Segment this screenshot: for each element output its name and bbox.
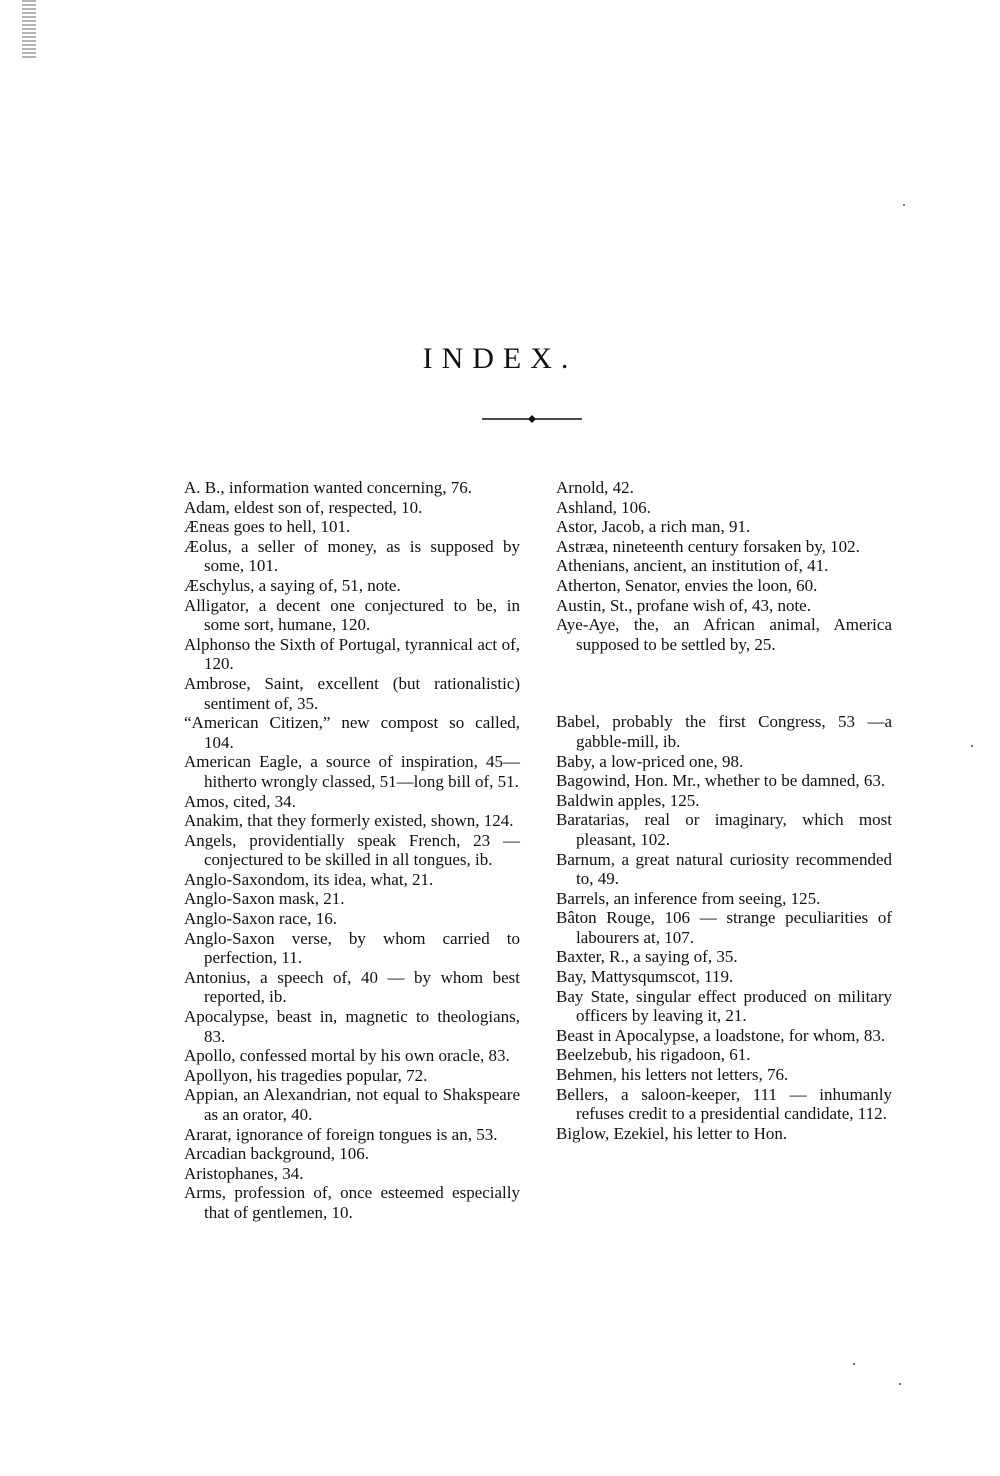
index-entry: Apollyon, his tragedies popular, 72. [184,1065,428,1085]
index-entry: Atherton, Senator, envies the loon, 60. [556,575,818,595]
index-column-right [556,478,892,1143]
index-entry: Beast in Apocalypse, a loadstone, for whom, 83. [556,1025,886,1045]
index-entry: Babel, probably the first Congress, 53 —a gabble-mill, ib. [556,712,892,751]
index-entry: Ambrose, Saint, excellent (but rationalistic) sentiment of, 35. [184,673,520,713]
index-entry: Anglo-Saxondom, its idea, what, 21. [184,869,434,889]
index-entry: Apocalypse, beast in, magnetic to theologians, 83. [184,1007,520,1046]
index-entry: Alligator, a decent one conjectured to be, in some sort, humane, 120. [184,595,520,635]
index-entry: Æschylus, a saying of, 51, note. [184,575,401,595]
index-column-left [184,478,520,1223]
scan-artifact [22,0,36,60]
scan-speck [971,745,973,747]
index-entry: Beelzebub, his rigadoon, 61. [556,1045,751,1065]
index-entry: Æneas goes to hell, 101. [184,517,351,537]
scan-speck [853,1363,855,1365]
index-entry: Barnum, a great natural curiosity recommended to, 49. [556,849,892,889]
index-entry: Aye-Aye, the, an African animal, America supposed to be settled by, 25. [556,615,892,654]
scan-speck [903,204,905,206]
scan-speck [899,1383,901,1385]
index-entry: Antonius, a speech of, 40 — by whom best reported, ib. [184,967,520,1007]
index-entry: Athenians, ancient, an institution of, 41. [556,556,829,576]
index-entry: Anglo-Saxon verse, by whom carried to perfection, 11. [184,928,520,968]
index-entry: Anglo-Saxon race, 16. [184,909,337,929]
index-entry: Anakim, that they formerly existed, shown, 124. [184,811,514,831]
index-entry: Baldwin apples, 125. [556,790,700,810]
index-entry: Apollo, confessed mortal by his own oracle, 83. [184,1046,510,1066]
index-entry: Ararat, ignorance of foreign tongues is an, 53. [184,1124,498,1144]
index-entry: Appian, an Alexandrian, not equal to Shakspeare as an orator, 40. [184,1085,520,1124]
index-entry: Arnold, 42. [556,478,634,497]
index-entry: Angels, providentially speak French, 23 — conjectured to be skilled in all tongues, ib. [184,830,520,870]
right-entry-list-a [556,478,892,654]
index-entry: Arms, profession of, once esteemed especially that of gentlemen, 10. [184,1183,520,1222]
index-entry: American Eagle, a source of inspiration, 45—hitherto wrongly classed, 51—long bill of, 51. [184,752,520,791]
index-entry: A. B., information wanted concerning, 76. [184,478,472,497]
index-entry: Bay, Mattysqumscot, 119. [556,967,734,987]
index-entry: Anglo-Saxon mask, 21. [184,889,345,909]
letter-section-gap [556,654,892,712]
left-entry-list [184,478,520,1223]
page-title: INDEX. [422,342,578,376]
index-entry: Astor, Jacob, a rich man, 91. [556,517,751,537]
index-entry: Amos, cited, 34. [184,791,296,811]
index-entry: Baxter, R., a saying of, 35. [556,947,738,967]
index-entry: Aristophanes, 34. [184,1163,304,1183]
index-entry: Biglow, Ezekiel, his letter to Hon. [556,1123,788,1143]
index-entry: Arcadian background, 106. [184,1144,370,1164]
index-entry: Æolus, a seller of money, as is supposed by some, 101. [184,536,520,576]
index-entry: Alphonso the Sixth of Portugal, tyrannical act of, 120. [184,634,520,674]
right-entry-list-b [556,712,892,1143]
index-entry: Astræa, nineteenth century forsaken by, 102. [556,536,860,556]
index-entry: Bay State, singular effect produced on military officers by leaving it, 21. [556,986,892,1026]
index-entry: Ashland, 106. [556,497,651,517]
title-divider-ornament [482,413,582,425]
index-entry: Bellers, a saloon-keeper, 111 — inhumanly refuses credit to a presidential candidate, 112. [556,1084,892,1124]
index-entry: Bagowind, Hon. Mr., whether to be damned, 63. [556,771,886,791]
index-entry: Adam, eldest son of, respected, 10. [184,497,423,517]
index-entry: Baratarias, real or imaginary, which most pleasant, 102. [556,810,892,849]
index-entry: Barrels, an inference from seeing, 125. [556,888,821,908]
index-entry: Behmen, his letters not letters, 76. [556,1065,789,1085]
index-entry: Baby, a low-priced one, 98. [556,751,744,771]
index-entry: Austin, St., profane wish of, 43, note. [556,595,811,615]
index-entry: Bâton Rouge, 106 — strange peculiarities of labourers at, 107. [556,908,892,947]
index-entry: “American Citizen,” new compost so called, 104. [184,713,520,752]
